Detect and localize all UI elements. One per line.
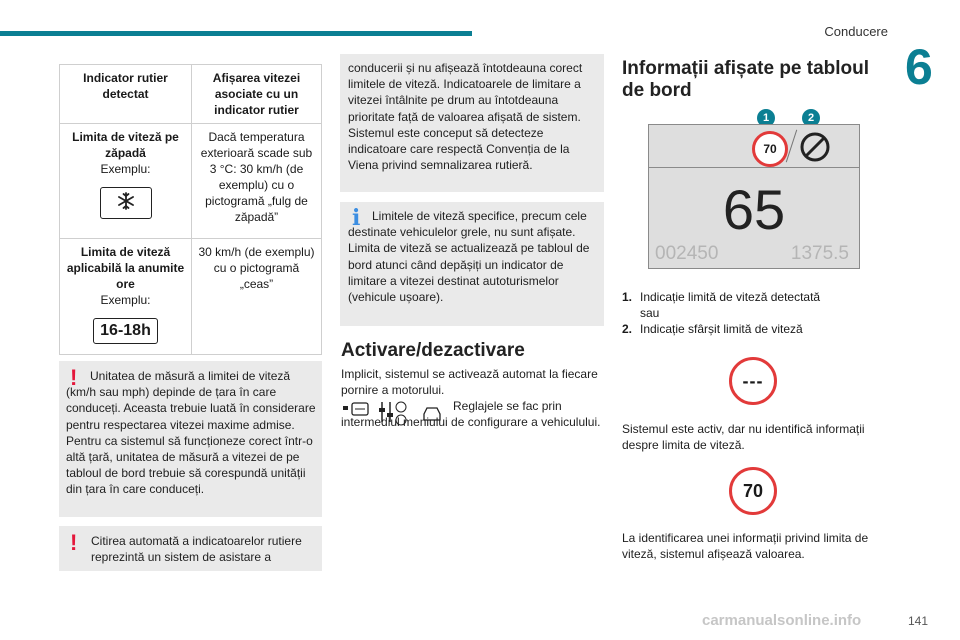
callout-1: 1 (757, 109, 775, 127)
note-text: Citirea automată a indicatoarelor rutiere reprezintă un sistem de asistare a (91, 534, 302, 565)
settings-text-body: Reglajele se fac prin intermediul meniului de configurare a vehiculului. (341, 399, 601, 430)
list-number: 2. (622, 322, 633, 336)
time-range-text: 16-18h (100, 322, 151, 339)
row-example: Exemplu: (100, 293, 151, 307)
odometer: 002450 (655, 243, 719, 264)
section-title: Conducere (824, 24, 888, 39)
table-header: Afișarea vitezei asociate cu un indicator rutier (192, 65, 322, 124)
activation-intro: Implicit, sistemul se activează automat la fiecare pornire a motorului. (341, 367, 598, 398)
table-row (60, 124, 322, 239)
list-sub: sau (640, 306, 660, 321)
table-cell: 30 km/h (de exemplu) cu o pictogramă „ceas” (192, 239, 322, 355)
snowflake-icon (100, 187, 152, 219)
note-assist-continued (340, 54, 604, 192)
row-title: Limita de viteză aplicabilă la anumite ore (66, 245, 185, 291)
legend-item-1 (622, 289, 882, 321)
settings-text (341, 398, 607, 430)
dashboard-heading: Informații afișate pe tabloul de bord (622, 58, 870, 101)
sign-table (59, 64, 322, 355)
info-icon: i (352, 205, 361, 231)
trip-meter: 1375.5 (790, 243, 849, 264)
table-header-row (60, 65, 322, 124)
time-range-icon (93, 318, 158, 344)
table-cell (60, 124, 192, 239)
table-header: Indicator rutier detectat (60, 65, 192, 124)
note-text: Limitele de viteză specifice, precum cele destinate vehiculelor grele, nu sunt afișate. Limita de viteză se actualizează pe tabloul de bord atunci când depășiți un indicator de limitare a vitezei destinat autoturismelor (vehicule ușoare). (348, 209, 590, 305)
warning-note-assist (59, 526, 322, 571)
row-example: Exemplu: (100, 162, 151, 176)
unknown-limit-description: Sistemul este activ, dar nu identifică informații despre limita de viteză. (622, 422, 865, 453)
page-number: 141 (908, 614, 929, 628)
known-limit-text: 70 (742, 481, 764, 501)
list-text: Indicație sfârșit limită de viteză (640, 322, 803, 336)
header-accent-bar (0, 31, 472, 36)
watermark: carmanualsonline.info (702, 612, 862, 629)
info-note-heavy (340, 202, 604, 326)
display-separator (649, 167, 859, 168)
callout-2: 2 (802, 109, 820, 127)
warning-note-units (59, 361, 322, 517)
activation-heading: Activare/dezactivare (341, 340, 525, 361)
note-text: conducerii și nu afișează întotdeauna corect limitele de viteză. Indicatoarele de limitare a vitezei întâlnite pe drum au întotdeauna prioritate față de valoarea afișată de sistem. Sistemul este conceput să detecteze indicatoare care respectă Convenția de la Viena privind semnalizarea rutieră. (348, 61, 583, 173)
warning-exclamation-icon: ! (70, 365, 78, 390)
unknown-limit-text: --- (742, 371, 764, 391)
known-limit-sign (729, 467, 777, 515)
end-limit-icon (799, 131, 831, 168)
table-cell (60, 239, 192, 355)
speed-limit-sign (752, 131, 788, 167)
list-text: Indicație limită de viteză detectată (640, 290, 821, 304)
speed-limit-value: 70 (763, 142, 777, 156)
note-text: Unitatea de măsură a limitei de viteză (km/h sau mph) depinde de țara în care conduceți. Aceasta trebuie luată în considerare pentru respectarea vitezei maxime admise. Pentru ca sistemul să funcționeze corect într-o altă țară, unitatea de măsură a vitezei de pe tabloul de bord trebuie să corespundă unității din țara în care conduceți. (66, 369, 316, 497)
unknown-limit-sign (729, 357, 777, 405)
list-number: 1. (622, 290, 633, 304)
row-title: Limita de viteză pe zăpadă (72, 130, 179, 160)
dashboard-display (648, 124, 860, 269)
known-limit-description: La identificarea unei informații privind limita de viteză, sistemul afișează valoarea. (622, 531, 869, 562)
chapter-number: 6 (905, 39, 933, 95)
table-cell: Dacă temperatura exterioară scade sub 3 °C: 30 km/h (de exemplu) cu o pictogramă „fulg de zăpadă” (192, 124, 322, 239)
table-row (60, 239, 322, 355)
speed-readout: 65 (722, 178, 786, 241)
legend-item-2 (622, 321, 882, 337)
warning-exclamation-icon: ! (70, 530, 78, 555)
